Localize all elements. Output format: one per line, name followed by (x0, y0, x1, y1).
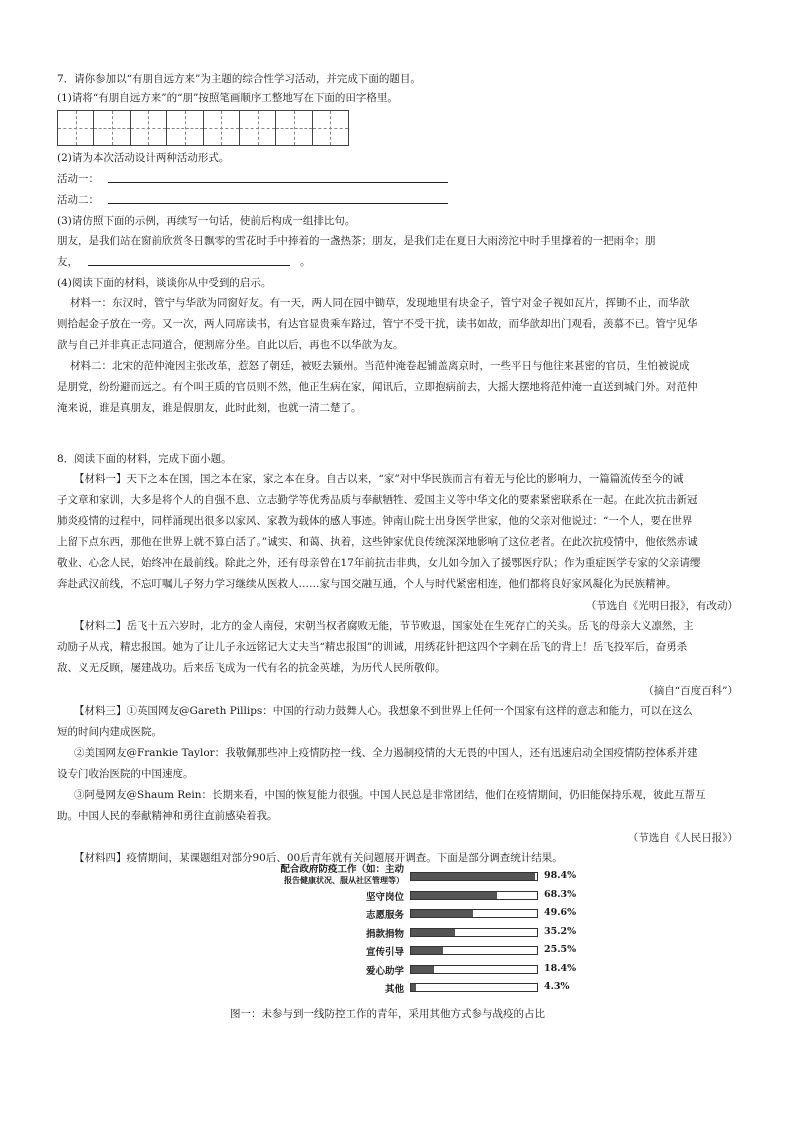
material1-line: 材料一：东汉时，管宁与华歆为同窗好友。有一天，两人同在园中锄草，发现地里有块金子，管宁对金子视如瓦片，挥锄不止，而华歆 (70, 297, 690, 309)
q7-part2: (2)请为本次活动设计两种活动形式。 (57, 152, 230, 164)
example-end: 。 (300, 256, 311, 268)
chart-bar-frame (410, 909, 538, 918)
example-answer-line[interactable] (88, 265, 290, 266)
grid-cell[interactable] (131, 111, 167, 145)
chart-bar (411, 910, 473, 917)
chart-category-label: 志愿服务 (365, 910, 404, 921)
chart-value-label: 18.4% (544, 962, 577, 974)
chart-value-label: 98.4% (544, 870, 577, 881)
chart-bar (411, 873, 535, 880)
grid-cell[interactable] (313, 111, 348, 145)
tianzige-grid[interactable] (57, 110, 349, 146)
chart-category-label-line: 报告健康状况、服从社区管理等） (284, 875, 404, 885)
c3-line: 助。中国人民的奉献精神和勇往直前感染着我。 (57, 810, 278, 822)
c1-line: 肺炎疫情的过程中，同样涌现出很多以家风、家教为载体的感人事迹。钟南山院士出身医学世家，他的父亲对他说过：“一个人，要在世界 (57, 515, 693, 527)
chart-bar-frame (410, 946, 538, 955)
q7-part4: (4)阅读下面的材料，谈谈你从中受到的启示。 (57, 277, 272, 289)
q7-part3: (3)请仿照下面的示例，再续写一句话，使前后构成一组排比句。 (57, 215, 356, 227)
chart-bar-frame (410, 872, 538, 881)
chart-category-label-line: 配合政府防疫工作（如：主动 (280, 864, 404, 875)
chart-bar (411, 966, 434, 973)
activity2-answer-line[interactable] (108, 203, 448, 204)
c3-line: 【材料三】①英国网友@Gareth Pillips：中国的行动力鼓舞人心。我想象不到世界上任何一个国家有这样的意志和能力，可以在这么 (74, 705, 693, 717)
chart-value-label: 49.6% (544, 907, 577, 918)
chart-value-label: 35.2% (544, 925, 577, 937)
grid-cell[interactable] (240, 111, 276, 145)
c2-line: 【材料二】岳飞十五六岁时，北方的金人南侵，宋朝当权者腐败无能，节节败退，国家处在生死存亡的关头。岳飞的母亲大义凛然，主 (74, 620, 694, 632)
q7-stem: 7．请你参加以“有朋自远方来”为主题的综合性学习活动，并完成下面的题目。 (57, 73, 421, 85)
c4-line: 【材料四】疫情期间，某课题组对部分90后、00后青年就有关问题展开调查。下面是部分调查统计结果。 (74, 852, 563, 864)
q8-stem: 8．阅读下面的材料，完成下面小题。 (57, 453, 232, 465)
grid-cell[interactable] (94, 111, 130, 145)
q7-part1: (1)请将“有朋自远方来”的“朋”按照笔画顺序工整地写在下面的田字格里。 (57, 92, 398, 104)
grid-cell[interactable] (167, 111, 203, 145)
c2-line: 动励子从戎，精忠报国。她为了让儿子永远铭记大丈夫当“精忠报国”的训诫，用绣花针把这四个字刺在岳飞的背上！岳飞投军后，奋勇杀 (57, 641, 688, 653)
c3-line: 短的时间内建成医院。 (57, 726, 162, 738)
c3-line: ③阿曼网友@Shaum Rein：长期来看，中国的恢复能力很强。中国人民总是非常团结，他们在疫情期间，仍旧能保持乐观，彼此互帮互 (74, 789, 706, 801)
c1-source: （节选自《光明日报》，有改动） (585, 600, 738, 612)
material2-line: 淹来说，谁是真朋友，谁是假朋友，此时此刻，也就一清二楚了。 (57, 402, 362, 414)
chart-category-label: 宣传引导 (365, 947, 404, 958)
c1-line: 【材料一】天下之本在国，国之本在家，家之本在身。自古以来，“家”对中华民族而言有着无与伦比的影响力，一篇篇流传至今的诫 (74, 473, 684, 485)
chart-value-label: 25.5% (544, 944, 577, 955)
chart-caption: 图一：未参与到一线防控工作的青年，采用其他方式参与战疫的占比 (230, 1008, 545, 1020)
chart-bar-frame (410, 983, 538, 992)
example-continuation: 友， (57, 256, 78, 268)
grid-cell[interactable] (204, 111, 240, 145)
c2-source: （摘自“百度百科”） (643, 685, 738, 697)
chart-bar (411, 984, 416, 991)
example-text: 朋友，是我们站在窗前欣赏冬日飘零的雪花时手中捧着的一盏热茶；朋友，是我们走在夏日大雨滂沱中时手里撑着的一把雨伞；朋 (57, 235, 656, 247)
chart-category-label (280, 865, 404, 885)
chart-category-label: 捐款捐物 (365, 928, 404, 940)
chart-bar (411, 929, 455, 936)
chart-category-label: 其他 (384, 984, 404, 995)
chart-value-label: 68.3% (544, 888, 577, 900)
chart-bar-frame (410, 891, 538, 900)
activity1-answer-line[interactable] (108, 182, 448, 183)
c1-line: 子文章和家训，大多是将个人的自强不息、立志勤学等优秀品质与奉献牺牲、爱国主义等中华文化的要素紧密联系在一起。在此次抗击新冠 (57, 494, 698, 506)
c3-line: 设专门收治医院的中国速度。 (57, 768, 194, 780)
activity2-label: 活动二： (57, 194, 99, 206)
chart-bar (411, 947, 443, 954)
chart-value-label: 4.3% (544, 981, 570, 992)
chart-category-label: 坚守岗位 (365, 891, 404, 903)
grid-cell[interactable] (276, 111, 312, 145)
chart-bar-frame (410, 928, 538, 937)
c1-line: 奔赴武汉前线，不忘叮嘱儿子努力学习继续从医救人……家与国交融互通，个人与时代紧密相连，他们都将良好家风凝化为民族精神。 (57, 578, 677, 590)
c3-source: （节选自《人民日报》） (627, 832, 738, 844)
material2-line: 材料二：北宋的范仲淹因主张改革，惹怒了朝廷，被贬去颍州。当范仲淹卷起铺盖离京时，一些平日与他往来甚密的官员，生怕被说成 (70, 360, 690, 372)
c1-line: 上留下点东西，那他在世界上就不算白活了。”诚实、和蔼、执着，这些钟家优良传统深深地影响了这位老者。在此次抗疫情中，他依然赤诚 (57, 536, 698, 548)
material1-line: 歆与自己并非真正志同道合，便割席分坐。自此以后，再也不以华歆为友。 (57, 339, 404, 351)
c2-line: 敌、义无反顾，屡建战功。后来岳飞成为一代有名的抗金英雄，为历代人民所敬仰。 (57, 662, 446, 674)
material1-line: 则拾起金子放在一旁。又一次，两人同席读书，有达官显贵乘车路过，管宁不受干扰，读书如故，而华歆却出门观看，羡慕不已。管宁见华 (57, 318, 698, 330)
c1-line: 敬业、心念人民，始终冲在最前线。除此之外，还有母亲曾在17年前抗击非典，女儿如今加入了援鄂医疗队；作为重症医学专家的父亲请缨 (57, 557, 701, 569)
material2-line: 是朋党，纷纷避而远之。有个叫王质的官员则不然，他正生病在家，闻讯后，立即抱病前去，大摇大摆地将范仲淹一直送到城门外。对范仲 (57, 381, 698, 393)
c3-line: ②美国网友@Frankie Taylor：我敬佩那些冲上疫情防控一线、全力遏制疫情的大无畏的中国人，还有迅速启动全国疫情防控体系并建 (74, 747, 698, 759)
grid-cell[interactable] (58, 111, 94, 145)
activity1-label: 活动一： (57, 173, 99, 185)
chart-bar (411, 892, 497, 899)
survey-bar-chart (220, 866, 580, 1006)
chart-category-label: 爱心助学 (365, 965, 404, 977)
chart-bar-frame (410, 965, 538, 974)
